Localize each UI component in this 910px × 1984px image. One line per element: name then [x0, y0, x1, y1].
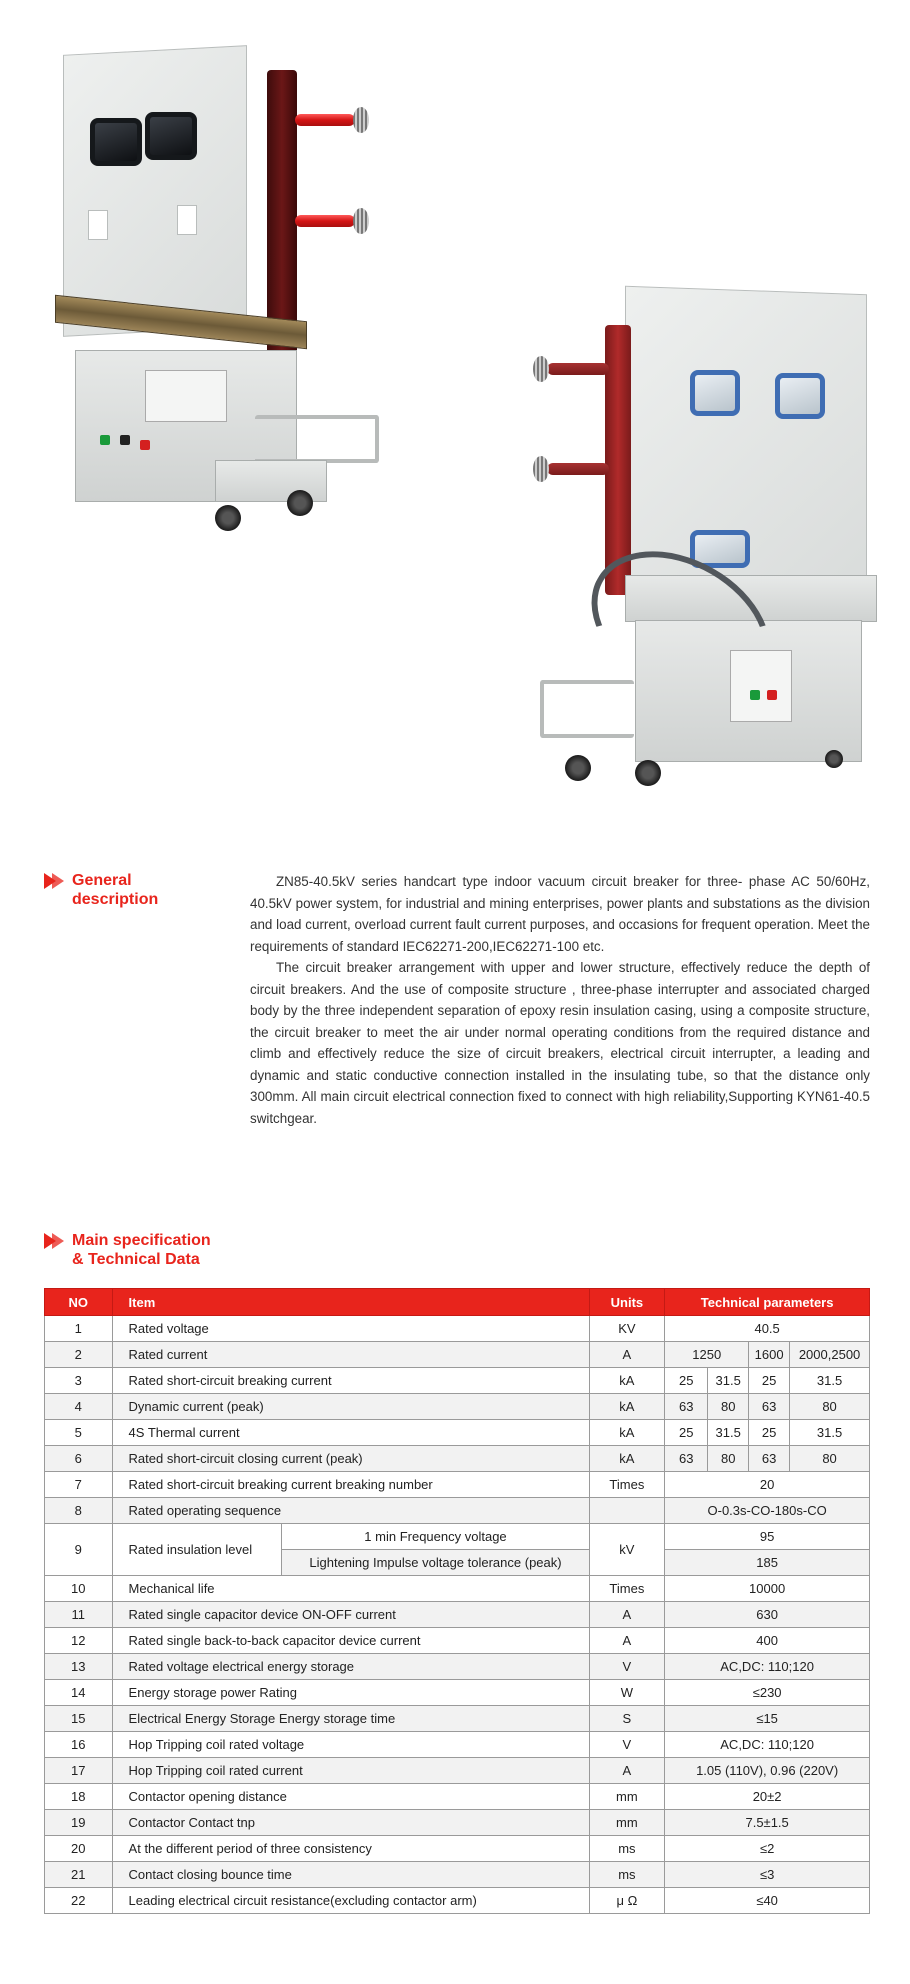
row-value: 63 [665, 1394, 708, 1420]
wheel-rear-left [565, 755, 591, 781]
row-value: 80 [708, 1394, 749, 1420]
viewing-window-left [90, 118, 142, 166]
row-value: 25 [665, 1368, 708, 1394]
row-unit: V [589, 1732, 665, 1758]
specification-heading [44, 1231, 211, 1269]
row-unit: kA [589, 1394, 665, 1420]
table-header-row [45, 1289, 870, 1316]
row-unit: W [589, 1680, 665, 1706]
row-value: 31.5 [790, 1368, 870, 1394]
wheel-front-right [287, 490, 313, 516]
status-indicator [120, 435, 130, 445]
general-title-line1: General [72, 872, 132, 889]
truck-handle [540, 680, 634, 738]
row-value: 1600 [749, 1342, 790, 1368]
row-item: Rated current [112, 1342, 589, 1368]
panel-slot-right [177, 205, 197, 235]
row-unit: ms [589, 1862, 665, 1888]
row-item: Rated single back-to-back capacitor device current [112, 1628, 589, 1654]
open-button-indicator [767, 690, 777, 700]
row-number: 16 [45, 1732, 113, 1758]
row-unit: A [589, 1758, 665, 1784]
table-row [45, 1524, 870, 1550]
row-number: 19 [45, 1810, 113, 1836]
row-number: 10 [45, 1576, 113, 1602]
row-item: 4S Thermal current [112, 1420, 589, 1446]
row-unit: Times [589, 1576, 665, 1602]
panel-slot-left [88, 210, 108, 240]
table-row [45, 1732, 870, 1758]
lower-contact-arm [295, 215, 355, 227]
row-value: ≤230 [665, 1680, 870, 1706]
row-unit: V [589, 1654, 665, 1680]
wheel-front [825, 750, 843, 768]
specification-table [44, 1288, 870, 1914]
row-number: 3 [45, 1368, 113, 1394]
general-description-text [250, 871, 870, 1129]
row-value: 400 [665, 1628, 870, 1654]
table-row [45, 1602, 870, 1628]
row-item: At the different period of three consistency [112, 1836, 589, 1862]
viewing-window-right [145, 112, 197, 160]
row-unit: mm [589, 1810, 665, 1836]
row-value: 20 [665, 1472, 870, 1498]
table-row [45, 1472, 870, 1498]
row-number: 4 [45, 1394, 113, 1420]
row-item: Rated insulation level [112, 1524, 282, 1576]
row-value: 31.5 [708, 1420, 749, 1446]
row-number: 21 [45, 1862, 113, 1888]
row-value: 10000 [665, 1576, 870, 1602]
table-row [45, 1888, 870, 1914]
row-value: 80 [708, 1446, 749, 1472]
section-arrow-icon [44, 1233, 66, 1251]
spec-title-line2: & Technical Data [72, 1251, 200, 1268]
lower-contact-tip [353, 208, 369, 234]
table-row [45, 1420, 870, 1446]
viewing-window-left [690, 370, 740, 416]
lower-contact-arm [547, 463, 609, 475]
description-paragraph-2: The circuit breaker arrangement with upper and lower structure, effectively reduce the depth of circuit breakers. And the use of composite structure , three-phase interrupter and associated charged body by the three independent separation of epoxy resin insulation casing, using a composite structure, the circuit breaker to meet the air under normal operating conditions from the required distance and climb and effectively reduce the size of circuit breakers, electrical circuit interrupter, a leading and dynamic and static conductive connection installed in the insulating tube, so that the distance only 300mm. All main circuit electrical connection fixed to connect with high reliability,Supporting KYN61-40.5 switchgear. [250, 960, 870, 1126]
row-item: Dynamic current (peak) [112, 1394, 589, 1420]
row-number: 15 [45, 1706, 113, 1732]
row-item: Energy storage power Rating [112, 1680, 589, 1706]
row-number: 9 [45, 1524, 113, 1576]
row-item: Rated single capacitor device ON-OFF current [112, 1602, 589, 1628]
wheel-front-left [215, 505, 241, 531]
table-row [45, 1446, 870, 1472]
row-unit: mm [589, 1784, 665, 1810]
close-button-indicator [750, 690, 760, 700]
table-row [45, 1758, 870, 1784]
spec-title-line1: Main specification [72, 1232, 211, 1249]
table-row [45, 1394, 870, 1420]
table-row [45, 1810, 870, 1836]
upper-contact-tip [353, 107, 369, 133]
row-unit: kA [589, 1420, 665, 1446]
row-value: 95 [665, 1524, 870, 1550]
row-number: 17 [45, 1758, 113, 1784]
header-units: Units [589, 1289, 665, 1316]
nameplate [145, 370, 227, 422]
row-unit: KV [589, 1316, 665, 1342]
row-value: 63 [749, 1394, 790, 1420]
row-value: 185 [665, 1550, 870, 1576]
row-value: 25 [749, 1420, 790, 1446]
row-item: Hop Tripping coil rated current [112, 1758, 589, 1784]
row-item: Rated short-circuit breaking current breaking number [112, 1472, 589, 1498]
row-value: AC,DC: 110;120 [665, 1654, 870, 1680]
viewing-window-right [775, 373, 825, 419]
table-row [45, 1498, 870, 1524]
row-item: Contactor Contact tnp [112, 1810, 589, 1836]
row-item: Mechanical life [112, 1576, 589, 1602]
header-no: NO [45, 1289, 113, 1316]
row-unit: μ Ω [589, 1888, 665, 1914]
row-item: Rated short-circuit closing current (peak) [112, 1446, 589, 1472]
row-value: 31.5 [790, 1420, 870, 1446]
row-number: 6 [45, 1446, 113, 1472]
row-number: 20 [45, 1836, 113, 1862]
header-technical-parameters: Technical parameters [665, 1289, 870, 1316]
row-item: Contactor opening distance [112, 1784, 589, 1810]
row-number: 8 [45, 1498, 113, 1524]
row-value: 31.5 [708, 1368, 749, 1394]
row-value: ≤3 [665, 1862, 870, 1888]
row-value: ≤15 [665, 1706, 870, 1732]
row-value: 25 [665, 1420, 708, 1446]
description-paragraph-1: ZN85-40.5kV series handcart type indoor vacuum circuit breaker for three- phase AC 50/60Hz, 40.5kV power system, for industrial and mining enterprises, power plants and substations as the division and load current, overload current fault current purposes, and occasions for frequent operation. Meet the requirements of standard IEC62271-200,IEC62271-100 etc. [250, 874, 870, 954]
close-button-indicator [100, 435, 110, 445]
lower-contact-tip [533, 456, 549, 482]
row-value: 20±2 [665, 1784, 870, 1810]
general-description-heading [44, 871, 158, 909]
table-row [45, 1342, 870, 1368]
table-row [45, 1654, 870, 1680]
row-number: 2 [45, 1342, 113, 1368]
header-item: Item [112, 1289, 589, 1316]
row-value: 63 [749, 1446, 790, 1472]
row-unit: S [589, 1706, 665, 1732]
row-item: Contact closing bounce time [112, 1862, 589, 1888]
general-title-line2: description [72, 891, 159, 908]
row-unit: kA [589, 1368, 665, 1394]
row-value: 40.5 [665, 1316, 870, 1342]
table-row [45, 1368, 870, 1394]
row-item: Rated voltage electrical energy storage [112, 1654, 589, 1680]
row-number: 14 [45, 1680, 113, 1706]
row-unit: A [589, 1628, 665, 1654]
row-unit [589, 1498, 665, 1524]
row-number: 22 [45, 1888, 113, 1914]
row-number: 7 [45, 1472, 113, 1498]
upper-contact-arm [547, 363, 609, 375]
product-photo-rear [525, 285, 890, 795]
row-number: 13 [45, 1654, 113, 1680]
table-row [45, 1680, 870, 1706]
row-value: 80 [790, 1446, 870, 1472]
row-value: 630 [665, 1602, 870, 1628]
row-number: 11 [45, 1602, 113, 1628]
row-value: AC,DC: 110;120 [665, 1732, 870, 1758]
row-item: Leading electrical circuit resistance(excluding contactor arm) [112, 1888, 589, 1914]
section-arrow-icon [44, 873, 66, 891]
row-value: 25 [749, 1368, 790, 1394]
row-value: 1.05 (110V), 0.96 (220V) [665, 1758, 870, 1784]
table-row [45, 1706, 870, 1732]
row-number: 18 [45, 1784, 113, 1810]
product-photo-front [55, 40, 395, 560]
row-number: 1 [45, 1316, 113, 1342]
row-value: ≤2 [665, 1836, 870, 1862]
row-value: 1250 [665, 1342, 749, 1368]
row-number: 12 [45, 1628, 113, 1654]
table-row [45, 1316, 870, 1342]
table-row [45, 1784, 870, 1810]
row-subitem: 1 min Frequency voltage [282, 1524, 589, 1550]
row-unit: ms [589, 1836, 665, 1862]
front-panel [63, 45, 247, 337]
upper-contact-tip [533, 356, 549, 382]
row-unit: Times [589, 1472, 665, 1498]
row-unit: kV [589, 1524, 665, 1576]
table-row [45, 1576, 870, 1602]
row-item: Electrical Energy Storage Energy storage time [112, 1706, 589, 1732]
row-unit: kA [589, 1446, 665, 1472]
row-value: O-0.3s-CO-180s-CO [665, 1498, 870, 1524]
row-item: Hop Tripping coil rated voltage [112, 1732, 589, 1758]
row-number: 5 [45, 1420, 113, 1446]
row-unit: A [589, 1602, 665, 1628]
row-value: 2000,2500 [790, 1342, 870, 1368]
upper-contact-arm [295, 114, 355, 126]
row-value: 63 [665, 1446, 708, 1472]
truck-handle [255, 415, 379, 463]
open-button-indicator [140, 440, 150, 450]
row-value: 80 [790, 1394, 870, 1420]
table-row [45, 1836, 870, 1862]
row-unit: A [589, 1342, 665, 1368]
table-row [45, 1862, 870, 1888]
row-item: Rated operating sequence [112, 1498, 589, 1524]
row-subitem: Lightening Impulse voltage tolerance (peak) [282, 1550, 589, 1576]
row-item: Rated voltage [112, 1316, 589, 1342]
wheel-rear-right [635, 760, 661, 786]
table-row [45, 1628, 870, 1654]
row-value: 7.5±1.5 [665, 1810, 870, 1836]
row-item: Rated short-circuit breaking current [112, 1368, 589, 1394]
row-value: ≤40 [665, 1888, 870, 1914]
